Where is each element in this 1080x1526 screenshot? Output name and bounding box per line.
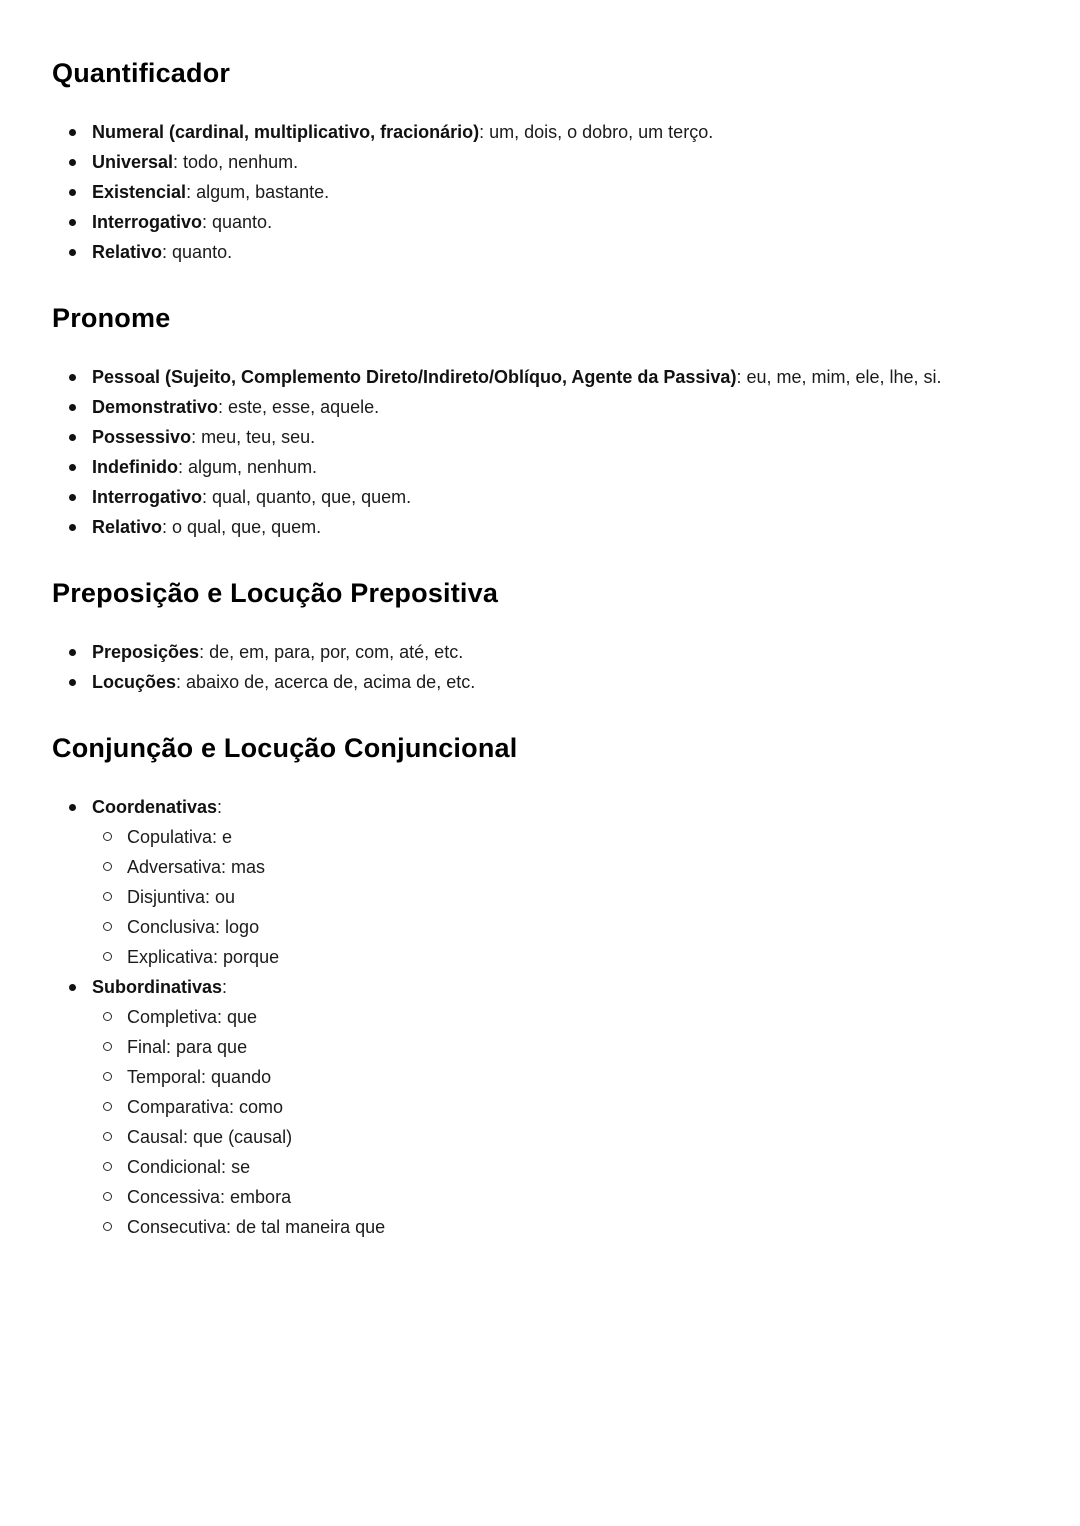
term: Relativo (92, 517, 163, 537)
list-item (52, 667, 1036, 697)
bullet-circle-icon (103, 952, 112, 961)
bullet-circle-icon (103, 1072, 112, 1081)
bullet-circle-icon (103, 832, 112, 841)
list-item (52, 452, 1036, 482)
term: Universal (92, 152, 174, 172)
bullet-dot-icon (69, 804, 76, 811)
bullet-circle-icon (103, 1162, 112, 1171)
section-preposicao (52, 576, 1036, 697)
term: Relativo (92, 242, 163, 262)
detail: : quanto. (202, 212, 273, 232)
term: Existencial (92, 182, 187, 202)
detail: : abaixo de, acerca de, acima de, etc. (176, 672, 476, 692)
bullet-dot-icon (69, 649, 76, 656)
bullet-dot-icon (69, 464, 76, 471)
bullet-dot-icon (69, 679, 76, 686)
term: Subordinativas (92, 977, 223, 997)
list-item (52, 512, 1036, 542)
list-item (52, 362, 1036, 392)
detail: : o qual, que, quem. (162, 517, 322, 537)
detail: : meu, teu, seu. (191, 427, 316, 447)
section-title-quantificador: Quantificador (52, 58, 231, 88)
bullet-dot-icon (69, 129, 76, 136)
bullet-dot-icon (69, 984, 76, 991)
bullet-dot-icon (69, 189, 76, 196)
sub-list-item (92, 1152, 1036, 1182)
term: Pessoal (Sujeito, Complemento Direto/Indireto/Oblíquo, Agente da Passiva) (92, 367, 737, 387)
sub-item-text: Temporal: quando (127, 1067, 272, 1087)
list-item (52, 637, 1036, 667)
sub-list-item (92, 1122, 1036, 1152)
sub-list-item (92, 1032, 1036, 1062)
section-title-pronome: Pronome (52, 303, 171, 333)
bullet-circle-icon (103, 1222, 112, 1231)
sub-list-item (92, 1002, 1036, 1032)
section-title-preposicao: Preposição e Locução Prepositiva (52, 578, 499, 608)
section-conjuncao (52, 731, 1036, 1242)
sub-list-item (92, 1092, 1036, 1122)
section-title-conjuncao: Conjunção e Locução Conjuncional (52, 733, 518, 763)
bullet-circle-icon (103, 1012, 112, 1021)
bullet-circle-icon (103, 1042, 112, 1051)
detail: : (222, 977, 228, 997)
list-item (52, 177, 1036, 207)
term: Coordenativas (92, 797, 218, 817)
sub-list-item (92, 942, 1036, 972)
sub-item-text: Completiva: que (127, 1007, 258, 1027)
sub-item-text: Concessiva: embora (127, 1187, 292, 1207)
section-quantificador (52, 56, 1036, 267)
list-item (52, 482, 1036, 512)
detail: : algum, nenhum. (177, 457, 318, 477)
sub-item-text: Copulativa: e (127, 827, 233, 847)
bullet-list (52, 117, 1036, 267)
list-item (52, 117, 1036, 147)
bullet-circle-icon (103, 1102, 112, 1111)
sub-item-text: Condicional: se (127, 1157, 251, 1177)
detail: : qual, quanto, que, quem. (202, 487, 412, 507)
list-item (52, 147, 1036, 177)
term: Demonstrativo (92, 397, 219, 417)
term: Indefinido (92, 457, 178, 477)
sub-list-item (92, 1062, 1036, 1092)
term: Interrogativo (92, 487, 203, 507)
detail: : um, dois, o dobro, um terço. (479, 122, 714, 142)
bullet-dot-icon (69, 374, 76, 381)
sub-list-item (92, 852, 1036, 882)
bullet-dot-icon (69, 434, 76, 441)
detail: : este, esse, aquele. (218, 397, 380, 417)
detail: : quanto. (162, 242, 233, 262)
bullet-list (52, 362, 1036, 542)
sub-item-text: Final: para que (127, 1037, 248, 1057)
list-item (52, 392, 1036, 422)
bullet-circle-icon (103, 922, 112, 931)
term: Possessivo (92, 427, 192, 447)
list-item (52, 792, 1036, 972)
sub-item-text: Conclusiva: logo (127, 917, 260, 937)
term: Locuções (92, 672, 177, 692)
bullet-circle-icon (103, 1132, 112, 1141)
bullet-dot-icon (69, 524, 76, 531)
bullet-list (52, 637, 1036, 697)
sub-bullet-list (92, 822, 1036, 972)
list-item (52, 207, 1036, 237)
list-item (52, 237, 1036, 267)
detail: : algum, bastante. (186, 182, 330, 202)
bullet-circle-icon (103, 862, 112, 871)
bullet-dot-icon (69, 159, 76, 166)
bullet-dot-icon (69, 219, 76, 226)
sub-item-text: Causal: que (causal) (127, 1127, 293, 1147)
list-item (52, 972, 1036, 1242)
detail: : eu, me, mim, ele, lhe, si. (736, 367, 942, 387)
detail: : de, em, para, por, com, até, etc. (199, 642, 464, 662)
detail: : (217, 797, 223, 817)
sub-list-item (92, 912, 1036, 942)
bullet-dot-icon (69, 494, 76, 501)
bullet-circle-icon (103, 1192, 112, 1201)
sub-item-text: Consecutiva: de tal maneira que (127, 1217, 386, 1237)
section-pronome (52, 301, 1036, 542)
bullet-list (52, 792, 1036, 1242)
sub-item-text: Adversativa: mas (127, 857, 266, 877)
term: Interrogativo (92, 212, 203, 232)
bullet-dot-icon (69, 404, 76, 411)
term: Preposições (92, 642, 200, 662)
sub-bullet-list (92, 1002, 1036, 1242)
bullet-circle-icon (103, 892, 112, 901)
sub-item-text: Disjuntiva: ou (127, 887, 236, 907)
term: Numeral (cardinal, multiplicativo, fracionário) (92, 122, 480, 142)
bullet-dot-icon (69, 249, 76, 256)
list-item (52, 422, 1036, 452)
sub-list-item (92, 882, 1036, 912)
sub-item-text: Explicativa: porque (127, 947, 280, 967)
detail: : todo, nenhum. (173, 152, 299, 172)
sub-list-item (92, 1212, 1036, 1242)
sub-list-item (92, 822, 1036, 852)
sub-item-text: Comparativa: como (127, 1097, 284, 1117)
sub-list-item (92, 1182, 1036, 1212)
